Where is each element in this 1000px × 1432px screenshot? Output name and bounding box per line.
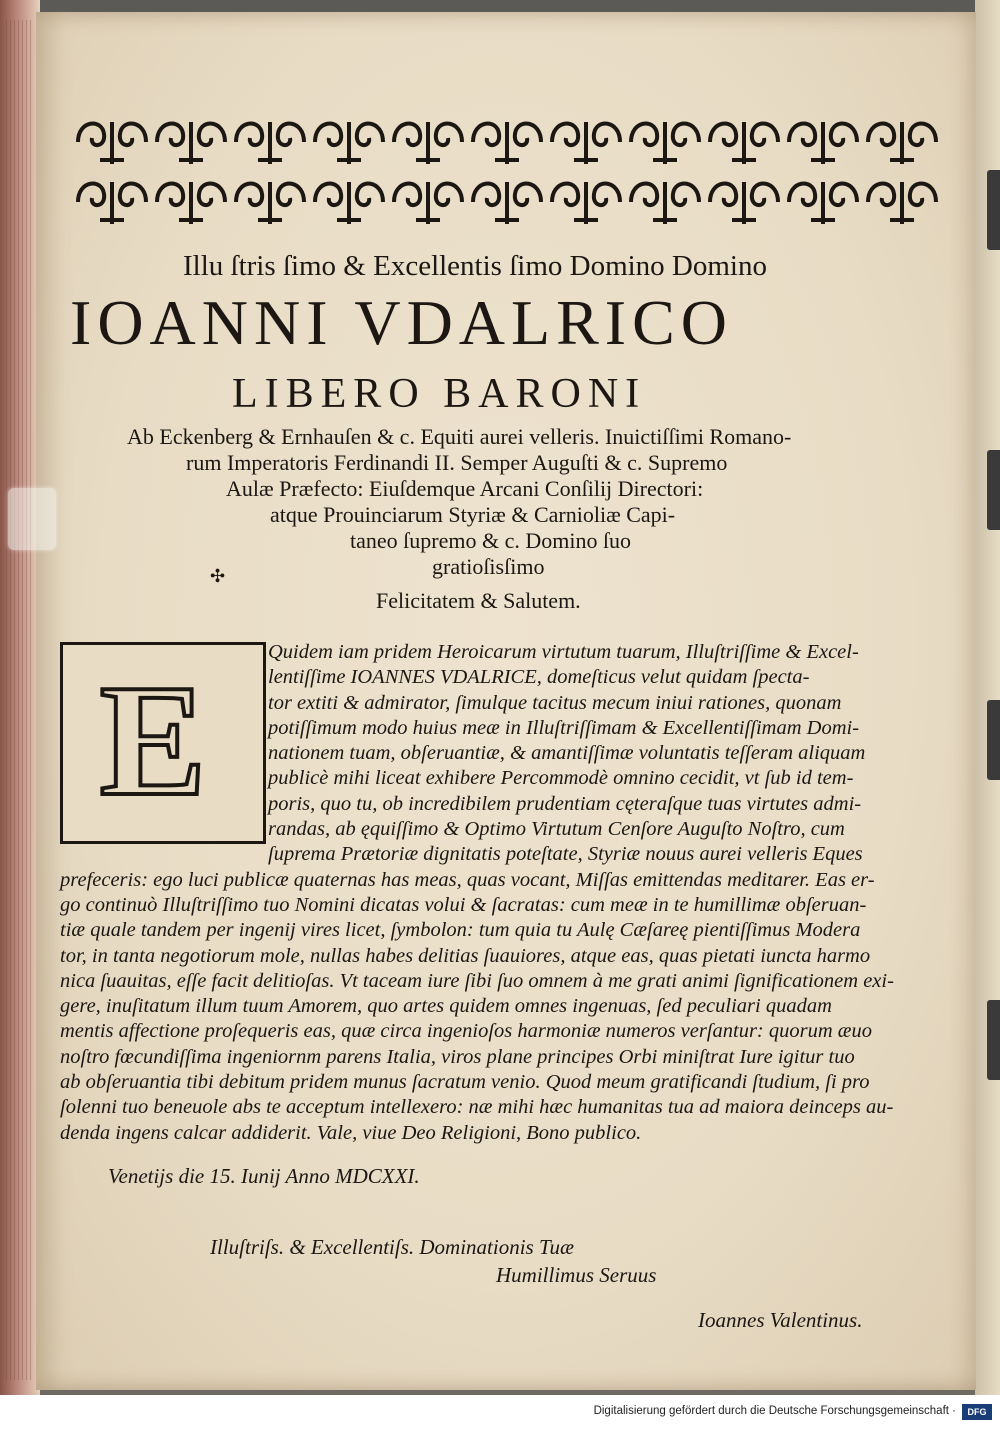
body-line: tor, in tanta negotiorum mole, nullas habes delitias ſuauiores, atque eas, quas pietati iuncta harmo [60,944,871,967]
ornament-motif [868,122,936,164]
recipient-name: IOANNI VDALRICO [70,287,733,358]
body-line: publicè mihi liceat exhibere Percommodè omnino cecidit, vt ſub id tem- [268,767,854,790]
ornament-motif [473,182,541,224]
page-edges [6,20,32,1380]
ornament-band [70,112,948,230]
ornament-motif [157,122,225,164]
ornament-motif [552,122,620,164]
ornament-motif [157,182,225,224]
printer-mark: ✣ [210,566,226,586]
body-line: ab obſeruantia tibi debitum pridem munus ſacratum venio. Quod meum gratificandi ſtudium, ſi pro [60,1071,870,1094]
body-line: nationem tuam, obſeruantiæ, & amantiſſimæ voluntatis teſſeram aliquam [268,742,866,765]
edge-tab [987,700,1000,780]
ornament-motif [631,122,699,164]
ornament-motif [236,182,304,224]
closing-line: Illuſtriſs. & Excellentiſs. Dominationis Tuæ [210,1235,575,1259]
edge-tab [987,450,1000,530]
ornament-motif [710,122,778,164]
ornament-motif [78,182,146,224]
ornament-motif [473,122,541,164]
title-line: atque Prouinciarum Styriæ & Carnioliæ Capi- [270,502,676,527]
dfg-logo: DFG [962,1404,992,1420]
body-line: lentiſſime IOANNES VDALRICE, domeſticus velut quidam ſpecta- [268,666,810,689]
body-line: prefeceris: ego luci publicæ quaternas has meas, quas vocant, Miſſas emittendas meditarer. Eas er- [60,868,875,891]
decorated-initial: E [99,651,207,829]
edge-tab [987,170,1000,250]
ornament-motif [394,122,462,164]
greeting: Felicitatem & Salutem. [376,588,581,613]
body-line: gere, inuſitatum illum tuum Amorem, quo artes quidem omnes ingenuas, ſed peculiari quadam [60,995,832,1018]
body-line: tor extiti & admirator, ſimulque tacitus mecum iniui rationes, quonam [268,691,842,714]
ornament-motif [868,182,936,224]
body-line: ſolenni tuo beneuole abs te acceptum intellexero: næ mihi hæc humanitas tua ad maiora deinceps au- [60,1096,894,1119]
title-line: Ab Eckenberg & Ernhauſen & c. Equiti aurei velleris. Inuictiſſimi Romano- [127,424,792,449]
body-line: poris, quo tu, ob incredibilem prudentiam cęteraſque tuas virtutes admi- [268,792,862,815]
body-line: go continuò Illuſtriſſimo tuo Nomini dicatas volui & ſacratas: cum meæ in te humillimæ obſeruan- [60,893,867,916]
servant-line: Humillimus Seruus [496,1263,657,1287]
ornament-motif [394,182,462,224]
body-line: ſuprema Prætoriæ dignitatis poteſtate, Styriæ nouus aurei velleris Eques [268,843,863,866]
body-line: mentis affectione proſequeris eas, quæ circa ingenioſos harmoniæ numeros verſantur: quorum æuo [60,1020,872,1043]
footer-bar [0,1395,1000,1432]
book-left-pages [0,0,40,1432]
title-line: Aulæ Præfecto: Eiuſdemque Arcani Conſilij Directori: [226,476,704,501]
ornament-motif [789,182,857,224]
dedicatory-line: Illu ſtris ſimo & Excellentis ſimo Domino Domino [183,250,767,282]
ornament-motif [631,182,699,224]
body-line: nica ſuauitas, eſſe facit delitioſas. Vt taceam iure ſibi ſuo omnem à me grati animi ſignificationem exi- [60,969,894,992]
edge-tab [987,1000,1000,1080]
ornament-motif [552,182,620,224]
body-line: potiſſimum modo huius meæ in Illuſtriſſimam & Excellentiſſimam Domi- [268,716,860,739]
footer-credit: Digitalisierung gefördert durch die Deutsche Forschungsgemeinschaft · [593,1405,956,1417]
ornament-motif [710,182,778,224]
ornament-motif [789,122,857,164]
ornament-motif [315,182,383,224]
body-line: noſtro fœcundiſſima ingeniornm parens Italia, viros plane principes Orbi miniſtrat Iure igitur tuo [60,1045,855,1068]
ornament-motif [315,122,383,164]
body-line: denda ingens calcar addiderit. Vale, viue Deo Religioni, Bono publico. [60,1121,642,1144]
signature-line: Ioannes Valentinus. [698,1308,863,1332]
body-line: Quidem iam pridem Heroicarum virtutum tuarum, Illuſtriſſime & Excel- [268,641,859,663]
page-clip [8,488,56,550]
recipient-title: LIBERO BARONI [232,371,647,417]
title-line: rum Imperatoris Ferdinandi II. Semper Auguſti & c. Supremo [186,450,728,475]
letter-body [60,640,940,1146]
ornament-motif [236,122,304,164]
body-line: tiæ quale tandem per ingenij vires licet, ſymbolon: tum quia tu Aulę Cæſareę pientiſſimus Modera [60,919,861,942]
ornament-motif [78,122,146,164]
body-line: randas, ab ęquiſſimo & Optimo Virtutum Cenſore Auguſto Noſtro, cum [268,818,845,841]
title-line: taneo ſupremo & c. Domino ſuo [350,528,632,553]
title-line: gratioſisſimo [432,554,545,579]
date-line: Venetijs die 15. Iunij Anno MDCXXI. [108,1164,420,1188]
